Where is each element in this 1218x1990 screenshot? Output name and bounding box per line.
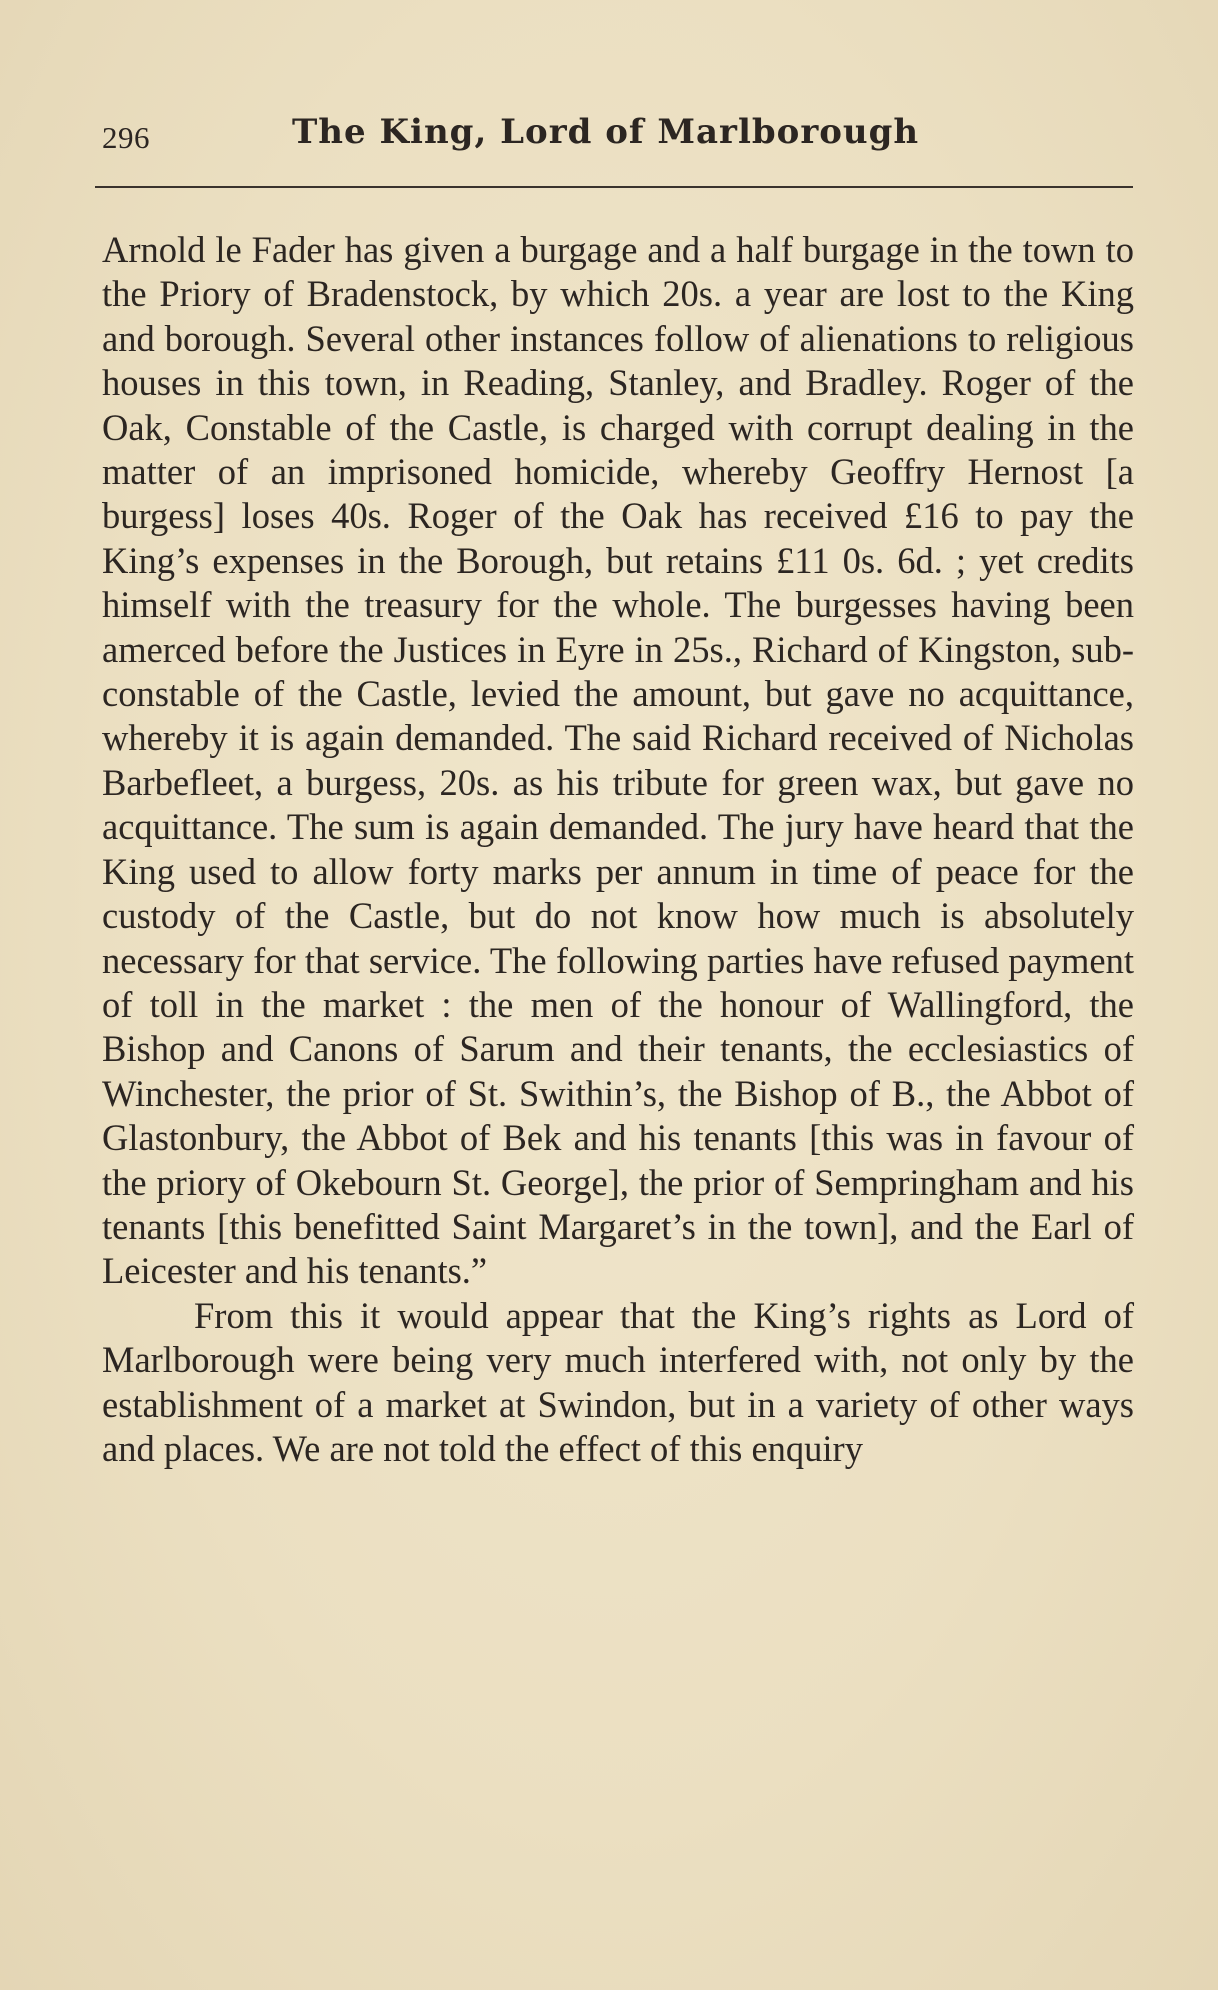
running-title: The King, Lord of Marlborough — [292, 112, 920, 152]
running-head — [102, 112, 1132, 162]
header-rule — [95, 186, 1133, 188]
paragraph: Arnold le Fader has given a burgage and a half burgage in the town to the Priory of Bradenstock, by which 20s. a year are lost to the King and borough. Several other instances follow of alienations to religious houses in this town, in Reading, Stanley, and Bradley. Roger of the Oak, Constable of the Castle, is charged with corrupt dealing in the matter of an imprisoned homicide, whereby Geoffry Hernost [a burgess] loses 40s. Roger of the Oak has received £16 to pay the King’s expenses in the Borough, but retains £11 0s. 6d. ; yet credits himself with the treasury for the whole. The burgesses having been amerced before the Justices in Eyre in 25s., Richard of Kingston, sub-constable of the Castle, levied the amount, but gave no acquittance, whereby it is again demanded. The said Richard received of Nicholas Barbefleet, a burgess, 20s. as his tribute for green wax, but gave no acquittance. The sum is again demanded. The jury have heard that the King used to allow forty marks per annum in time of peace for the custody of the Castle, but do not know how much is absolutely necessary for that service. The following parties have refused payment of toll in the market : the men of the honour of Wallingford, the Bishop and Canons of Sarum and their tenants, the ecclesiastics of Winchester, the prior of St. Swithin’s, the Bishop of B., the Abbot of Glastonbury, the Abbot of Bek and his tenants [this was in favour of the priory of Okebourn St. George], the prior of Sempringham and his tenants [this benefitted Saint Margaret’s in the town], and the Earl of Leicester and his tenants.” — [102, 229, 1134, 1292]
paragraph: From this it would appear that the King’s rights as Lord of Marlborough were being very much interfered with, not only by the establishment of a market at Swindon, but in a variety of other ways and places. We are not told the effect of this enquiry — [102, 1294, 1134, 1469]
page-number: 296 — [102, 120, 150, 155]
body-text — [102, 228, 1134, 1471]
